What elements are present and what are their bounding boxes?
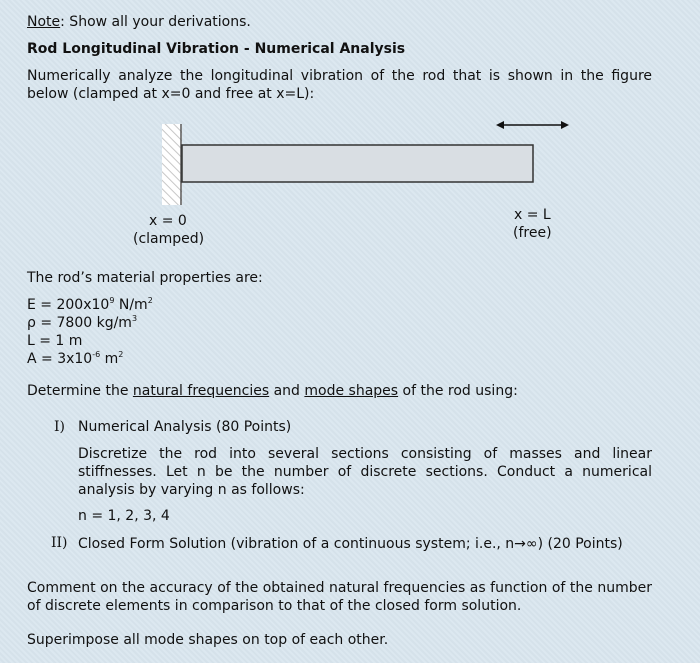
property-L: L = 1 m	[27, 333, 83, 349]
right-end-position: x = L	[514, 207, 551, 223]
item1-n-values: n = 1, 2, 3, 4	[78, 508, 170, 524]
left-end-condition: (clamped)	[133, 231, 205, 247]
property-A: $A = 3x10^{-6}$ $m^2$	[27, 350, 124, 367]
item2-number: II)	[51, 535, 68, 551]
note-text: : Show all your derivations.	[60, 14, 251, 30]
clamped-wall	[162, 124, 182, 205]
note-line	[27, 14, 251, 30]
intro-paragraph: Numerically analyze the longitudinal vibration of the rod that is shown in the figure below (clamped at x=0 and free at x=L):	[27, 68, 652, 102]
double-arrow-icon	[496, 121, 569, 129]
properties-list	[27, 296, 153, 368]
note-label: Note	[27, 14, 61, 30]
property-E: $E = 200x10^9$ $N/m^2$	[27, 296, 153, 313]
superimpose-line: Superimpose all mode shapes on top of each other.	[27, 632, 389, 648]
properties-heading: The rod’s material properties are:	[27, 270, 263, 286]
term-mode-shapes: mode shapes	[304, 383, 399, 399]
property-rho: ρ = 7800 $kg/m^3$	[27, 314, 138, 331]
rod-figure	[150, 118, 590, 208]
item1-description: Discretize the rod into several sections consisting of masses and linear stiffnesses. Let n be the number of discrete sections. Conduct a numerical analysis by varying n as follows:	[78, 446, 652, 498]
left-end-position: x = 0	[149, 213, 187, 229]
item1-number: I)	[54, 419, 65, 435]
item1-title: Numerical Analysis (80 Points)	[78, 419, 292, 435]
rod-body	[182, 145, 533, 182]
rod-diagram	[150, 118, 590, 208]
right-end-condition: (free)	[513, 225, 552, 241]
item2-title: Closed Form Solution (vibration of a continuous system; i.e., n→∞) (20 Points)	[78, 536, 623, 552]
term-natural-frequencies: natural frequencies	[132, 383, 270, 399]
comment-paragraph: Comment on the accuracy of the obtained natural frequencies as function of the number of discrete elements in comparison to that of the closed form solution.	[27, 580, 652, 614]
determine-line: Determine the natural frequencies and mode shapes of the rod using:	[27, 383, 518, 399]
page-title: Rod Longitudinal Vibration - Numerical Analysis	[27, 41, 406, 57]
